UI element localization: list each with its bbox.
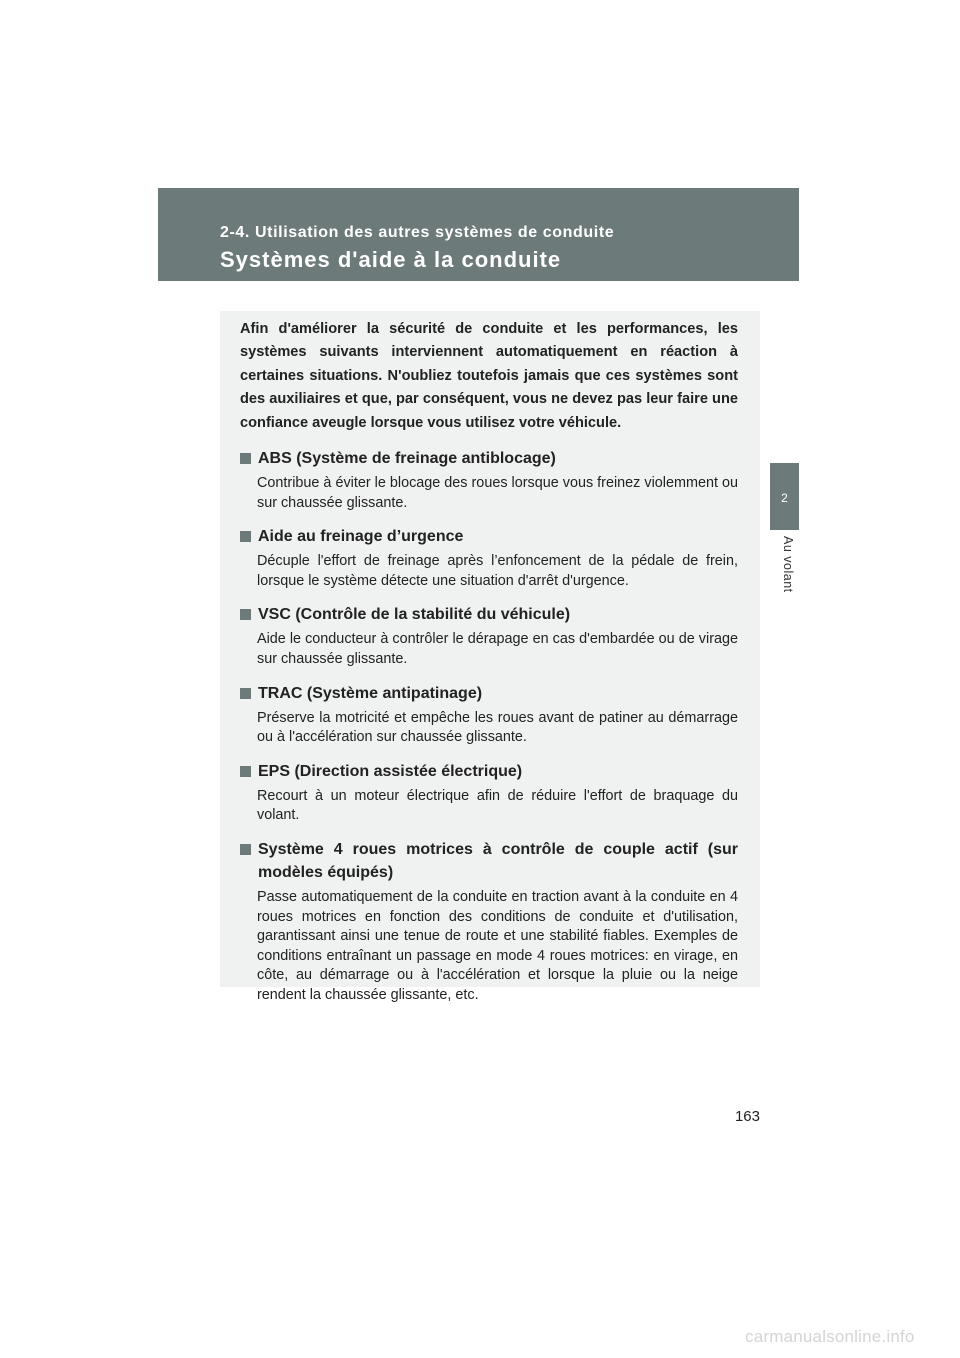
chapter-name: Au volant xyxy=(781,536,795,593)
chapter-tab xyxy=(770,463,799,530)
square-bullet-icon xyxy=(240,531,251,542)
section-eps xyxy=(240,760,738,826)
section-title xyxy=(240,838,738,884)
section-title xyxy=(240,525,738,548)
watermark: carmanualsonline.info xyxy=(745,1327,915,1346)
section-title xyxy=(240,603,738,626)
section-title xyxy=(240,760,738,783)
section-title xyxy=(240,682,738,705)
chapter-number: 2 xyxy=(781,491,788,505)
section-emergency-brake-assist xyxy=(240,525,738,591)
section-body: Contribue à éviter le blocage des roues lorsque vous freinez violemment ou sur chaussée glissante. xyxy=(257,475,738,511)
section-abs xyxy=(240,447,738,513)
page-title: Systèmes d'aide à la conduite xyxy=(220,247,562,272)
section-body: Aide le conducteur à contrôler le dérapage en cas d'embardée ou de virage sur chaussée glissante. xyxy=(257,631,738,667)
intro-paragraph: Afin d'améliorer la sécurité de conduite et les performances, les systèmes suivants interviennent automatiquement en réaction à certaines situations. N'oubliez toutefois jamais que ces systèmes sont des auxiliaires et que, par conséquent, vous ne devez pas leur faire une confiance aveugle lorsque vous utilisez votre véhicule. xyxy=(240,321,738,431)
section-vsc xyxy=(240,603,738,669)
header-band xyxy=(158,188,799,281)
square-bullet-icon xyxy=(240,688,251,699)
section-title xyxy=(240,447,738,470)
section-title-text: ABS (Système de freinage antiblocage) xyxy=(258,450,556,468)
section-title-text: Système 4 roues motrices à contrôle de couple actif (sur modèles équipés) xyxy=(258,840,738,881)
square-bullet-icon xyxy=(240,766,251,777)
section-label: 2-4. Utilisation des autres systèmes de conduite xyxy=(220,224,615,241)
section-body: Passe automatiquement de la conduite en traction avant à la conduite en 4 roues motrices en fonction des conditions de conduite et d'utilisation, garantissant ainsi une tenue de route et une stabilité fiables. Exemples de conditions entraînant un passage en mode 4 roues motrices: en virage, en côte, au démarrage ou à l'accélération et lorsque la pluie ou la neige rendent la chaussée glissante, etc. xyxy=(257,888,738,1003)
content-box xyxy=(220,311,760,1003)
section-title-text: VSC (Contrôle de la stabilité du véhicule) xyxy=(258,606,571,624)
section-4wd xyxy=(240,838,738,1006)
page-number: 163 xyxy=(734,1108,760,1125)
section-title-text: Aide au freinage d’urgence xyxy=(258,528,464,546)
section-body: Décuple l'effort de freinage après l’enfoncement de la pédale de frein, lorsque le système détecte une situation d'arrêt d'urgence. xyxy=(257,553,738,589)
square-bullet-icon xyxy=(240,453,251,464)
square-bullet-icon xyxy=(240,609,251,620)
section-title-text: TRAC (Système antipatinage) xyxy=(258,684,483,702)
square-bullet-icon xyxy=(240,844,251,855)
section-body: Préserve la motricité et empêche les roues avant de patiner au démarrage ou à l'accélération sur chaussée glissante. xyxy=(257,709,738,746)
section-trac xyxy=(240,682,738,748)
section-body: Recourt à un moteur électrique afin de réduire l'effort de braquage du volant. xyxy=(257,787,738,824)
section-title-text: EPS (Direction assistée électrique) xyxy=(258,762,523,780)
